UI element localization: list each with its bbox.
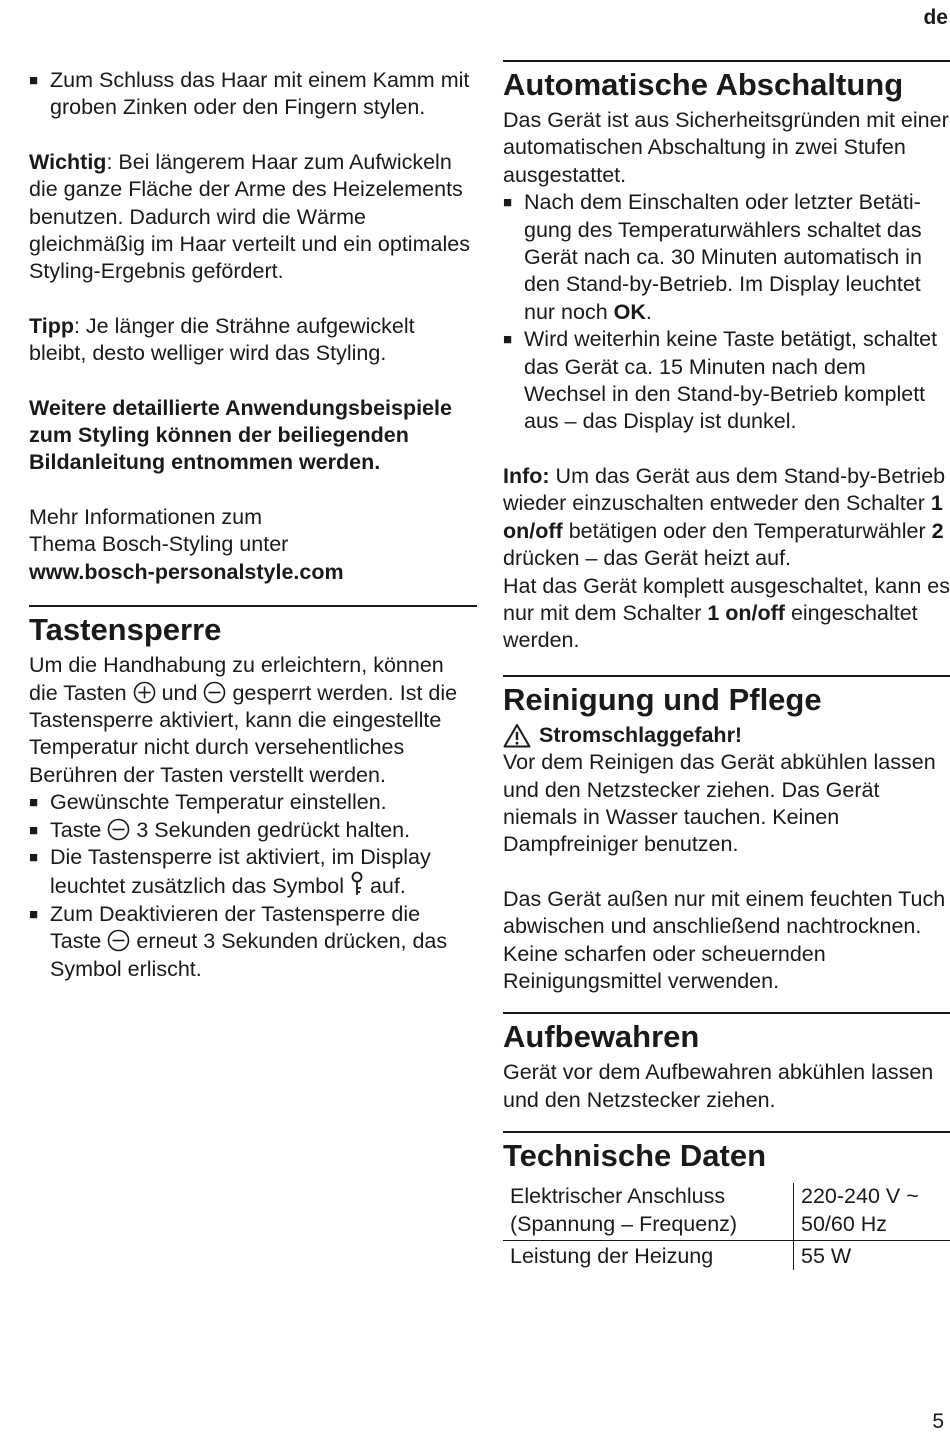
wichtig-label: Wichtig — [29, 149, 107, 174]
key-lock-icon — [350, 871, 364, 897]
tipp-label: Tipp — [29, 313, 74, 338]
right-column — [503, 60, 950, 1270]
section-title: Reinigung und Pflege — [503, 681, 822, 717]
plus-button-icon — [133, 681, 156, 704]
wichtig-text: : Bei längerem Haar zum Aufwickeln die ganze Fläche der Arme des Heizelements benutzen. Dadurch wird die Wärme gleichmäßig im Haar verteilt und ein optimales Styling-Ergebnis gefördert. — [29, 149, 470, 284]
aufbewahren-text: Gerät vor dem Aufbewahren abkühlen lassen und den Netzstecker ziehen. — [503, 1060, 934, 1112]
section-reinigung-und-pflege — [503, 675, 950, 996]
bullet-text: Zum Schluss das Haar mit einem Kamm mit groben Zinken oder den Fingern stylen. — [50, 68, 470, 120]
minus-button-icon — [107, 818, 130, 841]
warning-heading — [503, 722, 950, 749]
page-number: 5 — [932, 1409, 944, 1433]
website-url: www.bosch-personalstyle.com — [29, 559, 344, 584]
section-aufbewahren — [503, 1012, 950, 1114]
list-item: ■ Nach dem Einschalten oder letzter Betätigung des Temperaturwählers schaltet das Gerät nach ca. 30 Minuten automatisch in den Stand-by-Betrieb. Im Display leuchtet nur noch OK. — [503, 189, 950, 326]
tipp-text: : Je länger die Strähne aufgewickelt bleibt, desto welliger wird das Styling. — [29, 313, 415, 366]
section-title: Tastensperre — [29, 612, 222, 648]
bullet-square-icon: ■ — [29, 794, 39, 812]
warning-text: Stromschlaggefahr! — [539, 722, 743, 747]
bullet-square-icon: ■ — [29, 905, 39, 923]
reinigung-paragraph: Das Gerät außen nur mit einem feuchten Tuch abwischen und anschließend nachtrocknen. Keine scharfen oder scheuernden Reinigungsmittel verwenden. — [503, 886, 946, 993]
warning-triangle-icon — [503, 723, 531, 748]
list-item: ■ Gewünschte Temperatur einstellen. — [29, 789, 477, 816]
table-row — [503, 1241, 950, 1271]
table-cell-label: Elektrischer Anschluss (Spannung – Frequenz) — [503, 1183, 794, 1240]
tipp-paragraph — [29, 313, 477, 368]
section-title: Aufbewahren — [503, 1019, 700, 1055]
abschaltung-intro: Das Gerät ist aus Sicherheitsgründen mit einer automatischen Abschaltung in zwei Stufen ausgestattet. — [503, 108, 949, 187]
table-cell-label: Leistung der Heizung — [503, 1241, 794, 1271]
minus-button-icon — [203, 681, 226, 704]
off-paragraph: Hat das Gerät komplett ausgeschaltet, kann es nur mit dem Schalter 1 on/off eingeschaltet werden. — [503, 573, 950, 653]
table-cell-value: 220-240 V ~ 50/60 Hz — [794, 1183, 950, 1240]
more-info-text: Mehr Informationen zum Thema Bosch-Styling unter — [29, 504, 289, 557]
reinigung-paragraph: Vor dem Reinigen das Gerät abkühlen lassen und den Netzstecker ziehen. Das Gerät niemals in Wasser tauchen. Keinen Dampfreiniger benutzen. — [503, 750, 936, 857]
bullet-square-icon: ■ — [29, 821, 39, 839]
left-column — [29, 67, 477, 983]
list-item: ■ Zum Deaktivieren der Tastensperre die Taste erneut 3 Sekunden drücken, das Symbol erlischt. — [29, 901, 477, 983]
list-item: ■ Taste 3 Sekunden gedrückt halten. — [29, 817, 477, 844]
wichtig-paragraph — [29, 149, 477, 286]
display-ok-text: OK — [613, 299, 646, 324]
bullet-square-icon: ■ — [29, 848, 39, 866]
minus-button-icon — [107, 929, 130, 952]
info-label: Info: — [503, 463, 550, 488]
tastensperre-intro: Um die Handhabung zu erleichtern, können die Tasten und gesperrt werden. Ist die Tastensperre aktiviert, kann die eingestellte Temperatur nicht durch versehentliches Berühren der Tasten verstellt werden. — [29, 653, 458, 787]
section-technische-daten — [503, 1131, 950, 1270]
info-paragraph: Info: Um das Gerät aus dem Stand-by-Betrieb wieder einzuschalten entweder den Schalter 1 on/off betätigen oder den Temperaturwähler 2 drücken – das Gerät heizt auf. — [503, 463, 946, 571]
section-title: Technische Daten — [503, 1138, 767, 1174]
section-title: Automatische Abschaltung — [503, 67, 904, 102]
section-tastensperre — [29, 605, 477, 983]
table-cell-value: 55 W — [801, 1244, 852, 1268]
bullet-square-icon: ■ — [503, 194, 513, 212]
list-item: ■ Die Tastensperre ist aktiviert, im Display leuchtet zusätzlich das Symbol auf. — [29, 844, 477, 901]
list-item — [29, 67, 477, 122]
technical-data-table — [503, 1183, 950, 1270]
bullet-square-icon: ■ — [503, 331, 513, 349]
bullet-square-icon: ■ — [29, 72, 39, 89]
table-row — [503, 1183, 950, 1240]
language-code: de — [923, 6, 948, 29]
section-automatische-abschaltung — [503, 60, 950, 655]
bold-note: Weitere detaillierte Anwendungsbeispiele zum Styling können der beiliegenden Bildanleitung entnommen werden. — [29, 395, 452, 475]
list-item: ■ Wird weiterhin keine Taste betätigt, schaltet das Gerät ca. 15 Minuten nach dem Wechsel in den Stand-by-Betrieb komplett aus – das Display ist dunkel. — [503, 326, 950, 436]
